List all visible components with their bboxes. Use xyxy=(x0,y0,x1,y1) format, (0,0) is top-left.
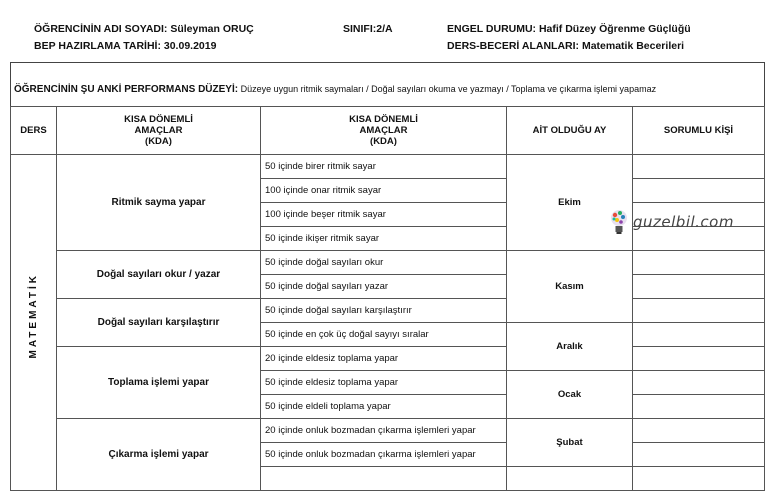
responsible-cell xyxy=(633,275,765,299)
goal-cell: Doğal sayıları okur / yazar xyxy=(57,251,261,299)
table-row xyxy=(11,155,765,179)
responsible-cell xyxy=(633,395,765,419)
item-cell: 50 içinde eldesiz toplama yapar xyxy=(261,371,507,395)
header-row xyxy=(11,107,765,155)
item-cell: 100 içinde onar ritmik sayar xyxy=(261,179,507,203)
subject-cell xyxy=(11,155,57,491)
item-cell: 50 içinde doğal sayıları okur xyxy=(261,251,507,275)
month-cell: Ekim xyxy=(507,155,633,251)
month-cell: Kasım xyxy=(507,251,633,323)
responsible-cell xyxy=(633,323,765,347)
header-month: AİT OLDUĞU AY xyxy=(507,107,633,155)
prep-date: BEP HAZIRLAMA TARİHİ: 30.09.2019 xyxy=(34,40,217,52)
responsible-cell xyxy=(633,251,765,275)
table-row xyxy=(11,251,765,275)
disability-status: ENGEL DURUMU: Hafif Düzey Öğrenme Güçlüğü xyxy=(447,23,691,35)
student-class: SINIFI:2/A xyxy=(343,23,393,35)
responsible-cell xyxy=(633,347,765,371)
goal-cell: Çıkarma işlemi yapar xyxy=(57,419,261,491)
header-long-goal xyxy=(57,107,261,155)
month-cell: Şubat xyxy=(507,419,633,467)
watermark-text: guzelbil.com xyxy=(633,213,734,231)
responsible-cell xyxy=(633,467,765,491)
item-cell: 100 içinde beşer ritmik sayar xyxy=(261,203,507,227)
item-cell: 50 içinde en çok üç doğal sayıyı sıralar xyxy=(261,323,507,347)
item-cell: 50 içinde doğal sayıları yazar xyxy=(261,275,507,299)
bulb-icon xyxy=(608,208,630,236)
goal-cell: Doğal sayıları karşılaştırır xyxy=(57,299,261,347)
table-row xyxy=(11,299,765,323)
header-line: KISA DÖNEMLİ xyxy=(124,114,193,125)
header-line: (KDA) xyxy=(145,136,172,147)
item-cell: 50 içinde doğal sayıları karşılaştırır xyxy=(261,299,507,323)
bep-table xyxy=(10,106,765,491)
performance-label: ÖĞRENCİNİN ŞU ANKİ PERFORMANS DÜZEYİ: xyxy=(14,84,239,95)
table-row xyxy=(11,347,765,371)
responsible-cell xyxy=(633,299,765,323)
item-cell: 20 içinde onluk bozmadan çıkarma işlemleri yapar xyxy=(261,419,507,443)
header-responsible: SORUMLU KİŞİ xyxy=(633,107,765,155)
month-cell xyxy=(507,467,633,491)
item-cell: 50 içinde onluk bozmadan çıkarma işlemleri yapar xyxy=(261,443,507,467)
goal-cell: Toplama işlemi yapar xyxy=(57,347,261,419)
responsible-cell xyxy=(633,155,765,179)
item-cell xyxy=(261,467,507,491)
item-cell: 20 içinde eldesiz toplama yapar xyxy=(261,347,507,371)
item-cell: 50 içinde birer ritmik sayar xyxy=(261,155,507,179)
watermark xyxy=(608,208,734,236)
performance-level xyxy=(14,84,656,95)
skill-areas: DERS-BECERİ ALANLARI: Matematik Becerileri xyxy=(447,40,685,52)
header-line: KISA DÖNEMLİ xyxy=(349,114,418,125)
month-cell: Aralık xyxy=(507,323,633,371)
item-cell: 50 içinde eldeli toplama yapar xyxy=(261,395,507,419)
student-name: ÖĞRENCİNİN ADI SOYADI: Süleyman ORUÇ xyxy=(34,23,254,35)
header-line: AMAÇLAR xyxy=(359,125,408,136)
header-short-goal xyxy=(261,107,507,155)
performance-text: Düzeye uygun ritmik saymaları / Doğal sayıları okuma ve yazmayı / Toplama ve çıkarma işlemi yapamaz xyxy=(238,84,657,94)
month-cell: Ocak xyxy=(507,371,633,419)
goal-cell: Ritmik sayma yapar xyxy=(57,155,261,251)
header-line: (KDA) xyxy=(370,136,397,147)
responsible-cell xyxy=(633,179,765,203)
subject-label: MATEMATİK xyxy=(28,273,39,359)
item-cell: 50 içinde ikişer ritmik sayar xyxy=(261,227,507,251)
header-subject: DERS xyxy=(11,107,57,155)
responsible-cell xyxy=(633,371,765,395)
responsible-cell xyxy=(633,419,765,443)
responsible-cell xyxy=(633,443,765,467)
table-row xyxy=(11,419,765,443)
header-line: AMAÇLAR xyxy=(134,125,183,136)
